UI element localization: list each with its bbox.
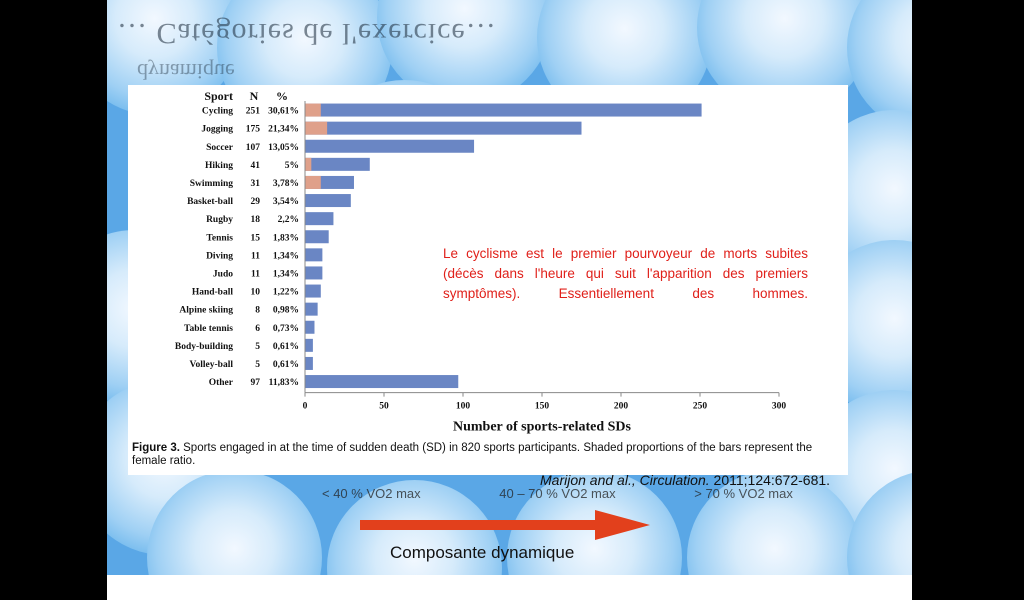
red-annotation — [443, 244, 808, 304]
bar-female-portion — [305, 176, 321, 189]
n-label: 5 — [255, 359, 260, 370]
bar — [305, 212, 333, 225]
bar — [305, 248, 322, 261]
n-label: 11 — [251, 269, 260, 280]
pct-label: 1,83% — [272, 233, 299, 244]
category-label: Hiking — [205, 160, 233, 171]
bar — [305, 357, 313, 370]
n-label: 15 — [250, 233, 260, 244]
citation — [540, 472, 830, 488]
x-tick-label: 0 — [302, 401, 308, 412]
pct-label: 13,05% — [268, 142, 299, 153]
x-tick-label: 150 — [534, 401, 550, 412]
category-label: Soccer — [206, 142, 233, 153]
pct-label: 21,34% — [268, 124, 299, 135]
pct-label: 3,54% — [272, 197, 299, 208]
pct-label: 5% — [284, 160, 299, 171]
category-label: Volley-ball — [189, 359, 233, 370]
pct-label: 30,61% — [268, 106, 299, 117]
bar — [305, 375, 458, 388]
n-label: 10 — [250, 287, 260, 298]
bar — [305, 140, 474, 153]
n-label: 29 — [250, 197, 260, 208]
header-n: N — [249, 89, 259, 103]
bar — [305, 158, 370, 171]
n-label: 8 — [255, 305, 260, 316]
x-tick-label: 250 — [692, 401, 708, 412]
header-sport: Sport — [204, 89, 233, 103]
background-subtitle: dynamique — [137, 59, 235, 84]
bar — [305, 321, 314, 334]
n-label: 11 — [251, 251, 260, 262]
citation-prefix: Marijon and al., Circulation. — [540, 472, 710, 488]
bar — [305, 230, 329, 243]
x-axis-title: Number of sports-related SDs — [453, 419, 631, 435]
n-label: 251 — [245, 106, 260, 117]
category-label: Rugby — [206, 215, 233, 226]
pct-label: 1,22% — [272, 287, 299, 298]
figure-caption — [132, 442, 842, 468]
caption-text: Sports engaged in at the time of sudden death (SD) in 820 sports participants. Shaded proportions of the bars represent the female ratio. — [132, 442, 813, 467]
category-label: Swimming — [189, 178, 233, 189]
arrow-right-icon — [360, 510, 660, 540]
n-label: 31 — [250, 178, 260, 189]
category-label: Tennis — [206, 233, 233, 244]
bar-female-portion — [305, 122, 327, 135]
background-tick: 40 – 70 % VO2 max — [499, 486, 616, 501]
n-label: 5 — [255, 341, 260, 352]
bar — [305, 266, 322, 279]
category-label: Basket-ball — [187, 197, 233, 208]
red-annotation-line: symptômes). Essentiellement des hommes. — [443, 286, 808, 301]
red-annotation-line: Le cyclisme est le premier pourvoyeur de morts subites — [443, 246, 808, 261]
n-label: 6 — [255, 323, 260, 334]
red-annotation-line: (décès dans l'heure qui suit l'apparition des premiers — [443, 266, 808, 281]
category-label: Judo — [212, 269, 233, 280]
pct-label: 3,78% — [272, 178, 299, 189]
bar-female-portion — [305, 158, 311, 171]
bar — [305, 303, 318, 316]
caption-label: Figure 3. — [132, 442, 180, 454]
background-ticks — [322, 486, 868, 501]
background-tick: > 70 % VO2 max — [694, 486, 793, 501]
bar-female-portion — [305, 104, 321, 117]
pct-label: 0,73% — [272, 323, 299, 334]
category-label: Other — [208, 378, 233, 389]
pct-label: 0,61% — [272, 341, 299, 352]
n-label: 41 — [250, 160, 260, 171]
x-tick-label: 50 — [379, 401, 389, 412]
x-tick-label: 200 — [613, 401, 629, 412]
bar — [305, 194, 351, 207]
background-tick: < 40 % VO2 max — [322, 486, 421, 501]
background-title: … Catégories de l'exercice… — [117, 17, 497, 50]
pct-label: 0,61% — [272, 359, 299, 370]
category-label: Diving — [206, 251, 233, 262]
n-label: 18 — [250, 215, 260, 226]
pct-label: 11,83% — [268, 378, 299, 389]
x-tick-label: 100 — [455, 401, 471, 412]
x-tick-label: 300 — [771, 401, 787, 412]
category-label: Alpine skiing — [179, 305, 233, 316]
pct-label: 0,98% — [272, 305, 299, 316]
pct-label: 1,34% — [272, 251, 299, 262]
category-label: Cycling — [201, 106, 233, 117]
n-label: 107 — [245, 142, 260, 153]
category-label: Body-building — [174, 341, 233, 352]
bar — [305, 104, 702, 117]
n-label: 175 — [245, 124, 260, 135]
category-label: Hand-ball — [191, 287, 233, 298]
slide-footer-strip — [107, 575, 912, 600]
header-pct: % — [276, 89, 288, 103]
bar — [305, 122, 582, 135]
bar — [305, 339, 313, 352]
dynamic-component-label: Composante dynamique — [390, 543, 575, 562]
citation-suffix: 2011;124:672-681. — [713, 472, 831, 488]
n-label: 97 — [250, 378, 260, 389]
pct-label: 2,2% — [277, 215, 299, 226]
bar — [305, 285, 321, 298]
category-label: Jogging — [201, 124, 233, 135]
category-label: Table tennis — [183, 323, 233, 334]
pct-label: 1,34% — [272, 269, 299, 280]
